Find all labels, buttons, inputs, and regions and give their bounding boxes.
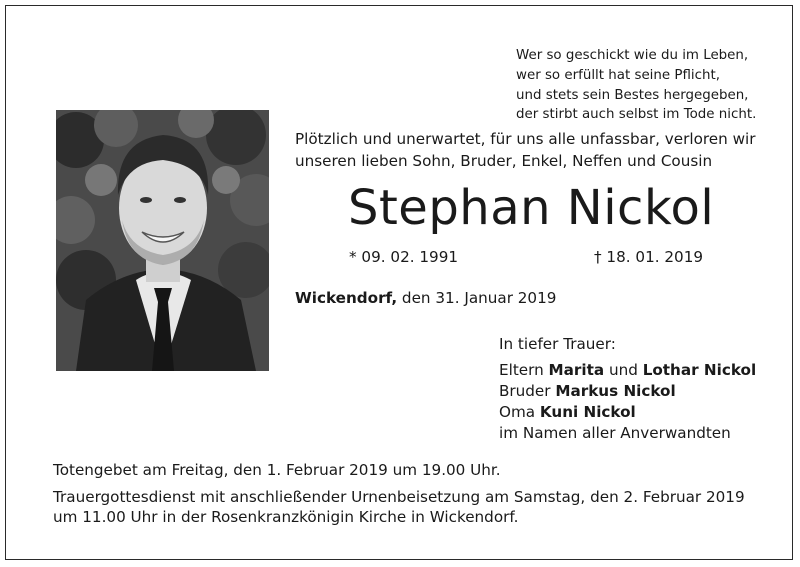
intro-line: unseren lieben Sohn, Bruder, Enkel, Neffen und Cousin (295, 152, 713, 170)
memorial-poem (516, 46, 756, 125)
service-details (53, 460, 745, 528)
parent-name: Marita (548, 361, 605, 379)
deceased-name: Stephan Nickol (348, 180, 715, 236)
brother-label: Bruder (499, 382, 556, 400)
poem-line: Wer so geschickt wie du im Leben, (516, 48, 749, 63)
death-date: † 18. 01. 2019 (594, 248, 704, 266)
mourners-block (499, 334, 756, 444)
mourner-line-brother (499, 381, 756, 402)
parents-label: Eltern (499, 361, 549, 379)
portrait-photo-illustration (56, 110, 269, 371)
mourner-line-parents (499, 360, 756, 381)
mourner-line-relatives: im Namen aller Anverwandten (499, 424, 731, 442)
poem-line: wer so erfüllt hat seine Pflicht, (516, 67, 720, 83)
birth-date: * 09. 02. 1991 (349, 248, 459, 266)
grandma-label: Oma (499, 403, 540, 421)
brother-name: Markus Nickol (555, 382, 676, 400)
poem-line: der stirbt auch selbst im Tode nicht. (516, 107, 757, 123)
funeral-info-line: um 11.00 Uhr in der Rosenkranzkönigin Kirche in Wickendorf. (53, 508, 519, 526)
grandma-name: Kuni Nickol (539, 403, 636, 421)
place-name: Wickendorf, (295, 289, 398, 307)
intro-text (295, 128, 756, 172)
mourners-heading: In tiefer Trauer: (499, 335, 616, 353)
mourner-line-grandma (499, 402, 756, 423)
funeral-info-line: Trauergottesdienst mit anschließender Urnenbeisetzung am Samstag, den 2. Februar 2019 (53, 487, 745, 506)
conjunction: und (604, 361, 643, 379)
place-date (295, 288, 556, 308)
date-text: den 31. Januar 2019 (397, 289, 557, 307)
prayer-info: Totengebet am Freitag, den 1. Februar 2019 um 19.00 Uhr. (53, 461, 501, 479)
poem-line: und stets sein Bestes hergegeben, (516, 87, 749, 103)
portrait-photo (56, 110, 269, 371)
intro-line: Plötzlich und unerwartet, für uns alle unfassbar, verloren wir (295, 130, 756, 148)
parent-name: Lothar Nickol (642, 361, 757, 379)
